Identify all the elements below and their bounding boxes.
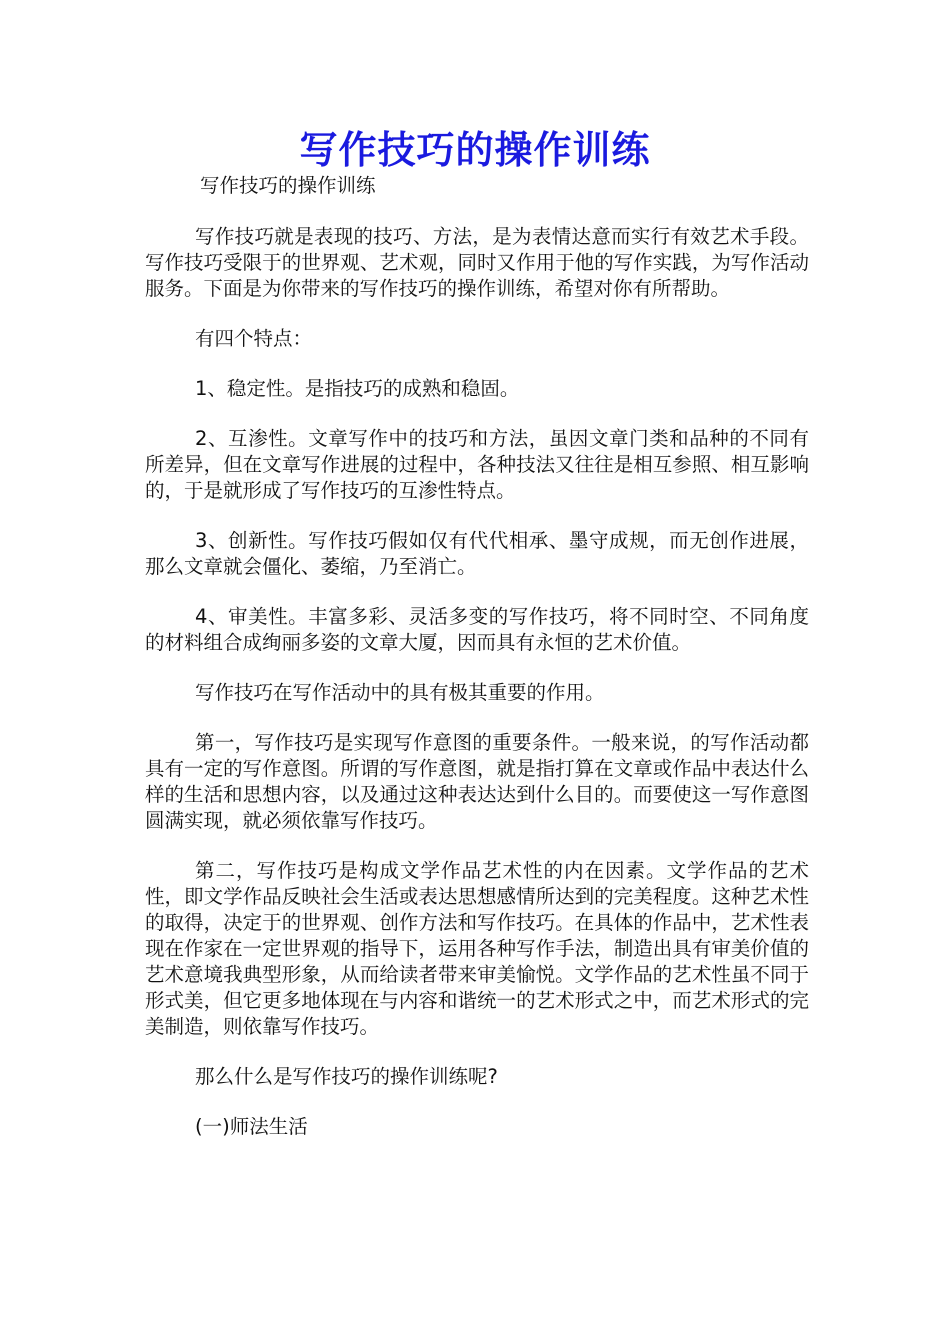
- paragraph-section-heading: (一)师法生活: [195, 1115, 308, 1138]
- paragraph-feature-stability: 1、稳定性。是指技巧的成熟和稳固。: [195, 377, 520, 400]
- paragraph-second-point: 第二，写作技巧是构成文学作品艺术性的内在因素。文学作品的艺术性，即文学作品反映社会生活或表达思想感情所达到的完美程度。这种艺术性的取得，决定于的世界观、创作方法和写作技巧。在具体的作品中，艺术性表现在作家在一定世界观的指导下，运用各种写作手法，制造出具有审美价值的艺术意境我典型形象，从而给读者带来审美愉悦。文学作品的艺术性虽不同于形式美，但它更多地体现在与内容和谐统一的艺术形式之中，而艺术形式的完美制造，则依靠写作技巧。: [145, 859, 809, 1038]
- paragraph-question: 那么什么是写作技巧的操作训练呢?: [195, 1065, 498, 1088]
- paragraph-feature-interpenetration: 2、互渗性。文章写作中的技巧和方法，虽因文章门类和品种的不同有所差异，但在文章写作进展的过程中，各种技法又往往是相互参照、相互影响的，于是就形成了写作技巧的互渗性特点。: [145, 427, 809, 502]
- document-subtitle: 写作技巧的操作训练: [200, 174, 376, 197]
- paragraph-feature-aesthetics: 4、审美性。丰富多彩、灵活多变的写作技巧，将不同时空、不同角度的材料组合成绚丽多姿的文章大厦，因而具有永恒的艺术价值。: [145, 605, 809, 654]
- document-title: 写作技巧的操作训练: [299, 127, 651, 172]
- document-body: [145, 224, 809, 1164]
- paragraph-intro: 写作技巧就是表现的技巧、方法，是为表情达意而实行有效艺术手段。写作技巧受限于的世界观、艺术观，同时又作用于他的写作实践，为写作活动服务。下面是为你带来的写作技巧的操作训练，希望对你有所帮助。: [145, 225, 809, 300]
- paragraph-four-features: 有四个特点：: [195, 327, 313, 350]
- paragraph-importance: 写作技巧在写作活动中的具有极其重要的作用。: [195, 681, 605, 704]
- paragraph-feature-innovation: 3、创新性。写作技巧假如仅有代代相承、墨守成规，而无创作进展，那么文章就会僵化、萎缩，乃至消亡。: [145, 529, 809, 578]
- paragraph-first-point: 第一，写作技巧是实现写作意图的重要条件。一般来说，的写作活动都具有一定的写作意图。所谓的写作意图，就是指打算在文章或作品中表达什么样的生活和思想内容，以及通过这种表达达到什么目的。而要使这一写作意图圆满实现，就必须依靠写作技巧。: [145, 731, 809, 832]
